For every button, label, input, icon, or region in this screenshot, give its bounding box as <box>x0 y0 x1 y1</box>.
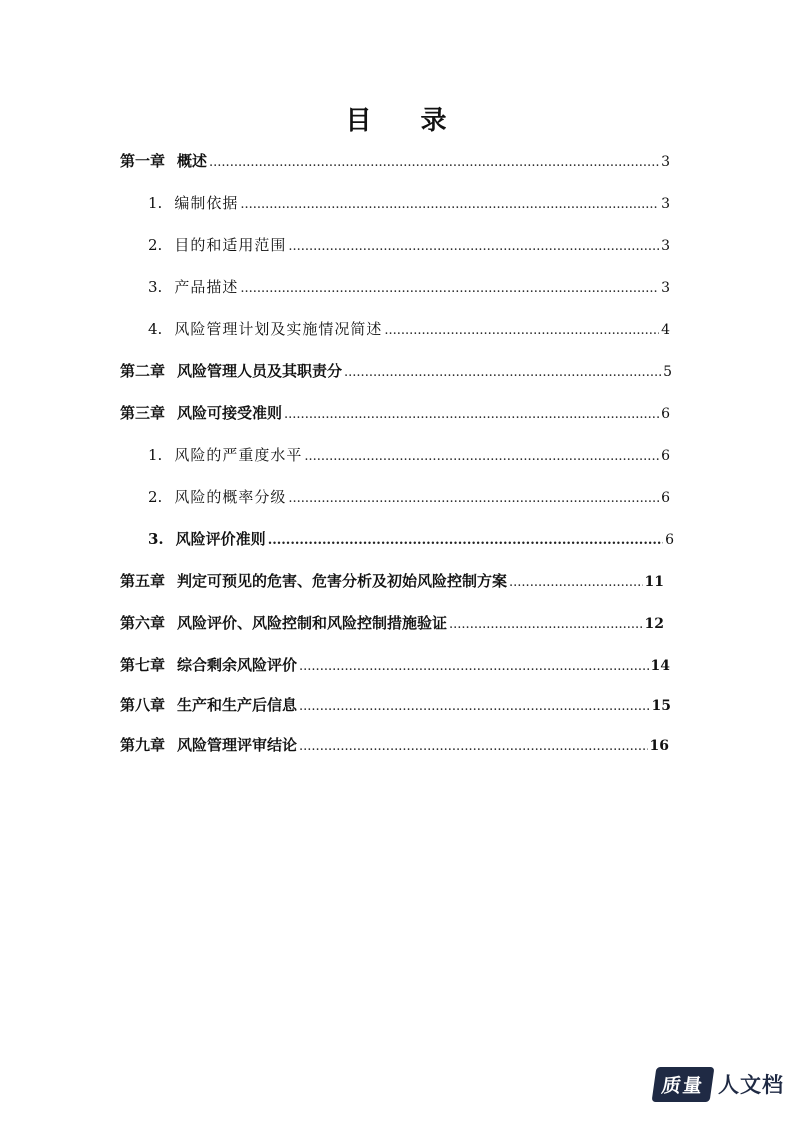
toc-entry-prefix: 第六章 <box>120 614 166 632</box>
toc-entry-label: 风险管理人员及其职责分 <box>177 362 343 380</box>
toc-entry-label: 编制依据 <box>174 194 239 212</box>
toc-entry-prefix: 第一章 <box>120 152 166 170</box>
watermark-box: 质量 <box>652 1067 715 1102</box>
toc-entry-label: 生产和生产后信息 <box>177 696 298 714</box>
toc-entry-label: 风险评价、风险控制和风险控制措施验证 <box>177 614 448 632</box>
toc-entry-label: 风险管理计划及实施情况简述 <box>174 320 383 338</box>
toc-entry[interactable] <box>120 150 670 171</box>
dot-leader <box>384 323 659 338</box>
toc-entry-prefix: 第二章 <box>120 362 166 380</box>
toc-entry-label: 产品描述 <box>174 278 239 296</box>
toc-entry[interactable] <box>120 612 664 633</box>
toc-entry[interactable] <box>148 234 670 255</box>
toc-entry-page: 11 <box>644 574 664 590</box>
toc-entry-page: 15 <box>651 698 671 714</box>
dot-leader <box>299 739 647 754</box>
watermark-logo <box>654 1064 784 1104</box>
toc-entry[interactable] <box>120 570 664 591</box>
toc-entry[interactable] <box>148 486 670 507</box>
dot-leader <box>288 239 659 254</box>
toc-entry-label: 风险可接受准则 <box>177 404 283 422</box>
toc-entry-prefix: 第九章 <box>120 736 166 754</box>
toc-entry-prefix: 第三章 <box>120 404 166 422</box>
toc-entry-label: 风险管理评审结论 <box>177 736 298 754</box>
toc-entry[interactable] <box>148 528 674 549</box>
toc-entry-label: 风险的严重度水平 <box>174 446 303 464</box>
toc-entry-page: 12 <box>644 616 664 632</box>
toc-entry-page: 16 <box>649 738 669 754</box>
toc-entry[interactable] <box>120 360 672 381</box>
dot-leader <box>449 617 642 632</box>
dot-leader <box>240 197 659 212</box>
toc-entry-page: 6 <box>661 448 670 464</box>
toc-entry-prefix: 3. <box>148 530 164 548</box>
dot-leader <box>299 659 648 674</box>
toc-entry[interactable] <box>148 318 670 339</box>
toc-entry-prefix: 2. <box>148 488 163 506</box>
watermark-text: 人文档 <box>718 1073 784 1097</box>
toc-entry[interactable] <box>148 444 670 465</box>
toc-entry-page: 6 <box>661 490 670 506</box>
toc-entry[interactable] <box>148 192 670 213</box>
dot-leader <box>268 533 663 548</box>
toc-entry-page: 3 <box>661 280 670 296</box>
dot-leader <box>344 365 661 380</box>
toc-entry-label: 风险评价准则 <box>175 530 266 548</box>
dot-leader <box>299 699 649 714</box>
toc-entry-page: 3 <box>661 154 670 170</box>
toc-entry[interactable] <box>120 734 669 755</box>
toc-entry-label: 综合剩余风险评价 <box>177 656 298 674</box>
toc-entry-prefix: 第七章 <box>120 656 166 674</box>
toc-entry[interactable] <box>120 694 671 715</box>
dot-leader <box>284 407 659 422</box>
toc-entry-prefix: 2. <box>148 236 163 254</box>
dot-leader <box>209 155 659 170</box>
toc-entry[interactable] <box>148 276 670 297</box>
toc-entry-prefix: 第五章 <box>120 572 166 590</box>
toc-entry-page: 3 <box>661 196 670 212</box>
toc-entry-prefix: 1. <box>148 194 163 212</box>
dot-leader <box>509 575 642 590</box>
toc-entry-page: 5 <box>663 364 672 380</box>
toc-entry-prefix: 4. <box>148 320 163 338</box>
toc-entry-prefix: 第八章 <box>120 696 166 714</box>
dot-leader <box>240 281 659 296</box>
dot-leader <box>304 449 659 464</box>
toc-entry-page: 14 <box>650 658 670 674</box>
toc-entry-page: 6 <box>665 532 674 548</box>
toc-entry-prefix: 3. <box>148 278 163 296</box>
toc-entry-label: 概述 <box>177 152 208 170</box>
toc-entry-label: 判定可预见的危害、危害分析及初始风险控制方案 <box>177 572 508 590</box>
dot-leader <box>288 491 659 506</box>
toc-entry-label: 风险的概率分级 <box>174 488 287 506</box>
toc-entry-page: 4 <box>661 322 670 338</box>
toc-entry-label: 目的和适用范围 <box>174 236 287 254</box>
toc-entry-prefix: 1. <box>148 446 163 464</box>
toc-entry-page: 3 <box>661 238 670 254</box>
toc-entry[interactable] <box>120 402 670 423</box>
toc-entry-page: 6 <box>661 406 670 422</box>
toc-title: 目 录 <box>345 106 467 136</box>
toc-entry[interactable] <box>120 654 670 675</box>
